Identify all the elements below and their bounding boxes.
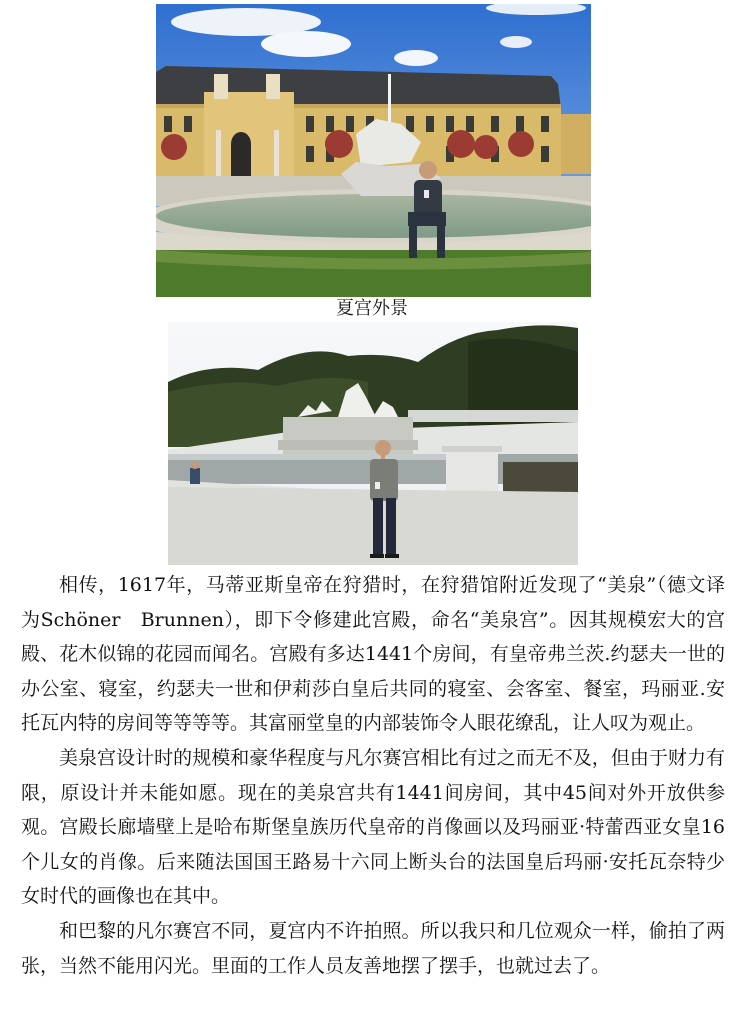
paragraph-2: 美泉宫设计时的规模和豪华程度与凡尔赛宫相比有过之而无不及，但由于财力有限，原设计并未能如愿。现在的美泉宫共有1441间房间，其中45间对外开放供参观。宫殿长廊墙壁上是哈布斯堡皇族历代皇帝的肖像画以及玛丽亚·特蕾西亚女皇16个儿女的肖像。后来随法国国王路易十六同上断头台的法国皇后玛丽·安托瓦奈特少女时代的画像也在其中。 <box>21 746 725 908</box>
article-body <box>21 568 725 983</box>
neptune-fountain-photo <box>168 322 578 565</box>
paragraph-3: 和巴黎的凡尔赛宫不同，夏宫内不许拍照。所以我只和几位观众一样，偷拍了两张，当然不能用闪光。里面的工作人员友善地摆了摆手，也就过去了。 <box>21 919 725 977</box>
photo-caption: 夏宫外景 <box>336 298 408 319</box>
paragraph-1: 相传，1617年，马蒂亚斯皇帝在狩猎时，在狩猎馆附近发现了“美泉”（德文译为Schöner Brunnen），即下令修建此宫殿，命名“美泉宫”。因其规模宏大的宫殿、花木似锦的花园而闻名。宫殿有多达1441个房间，有皇帝弗兰茨.约瑟夫一世的办公室、寝室，约瑟夫一世和伊莉莎白皇后共同的寝室、会客室、餐室，玛丽亚.安托瓦内特的房间等等等等。其富丽堂皇的内部装饰令人眼花缭乱，让人叹为观止。 <box>21 574 725 735</box>
palace-exterior-photo <box>156 4 591 297</box>
